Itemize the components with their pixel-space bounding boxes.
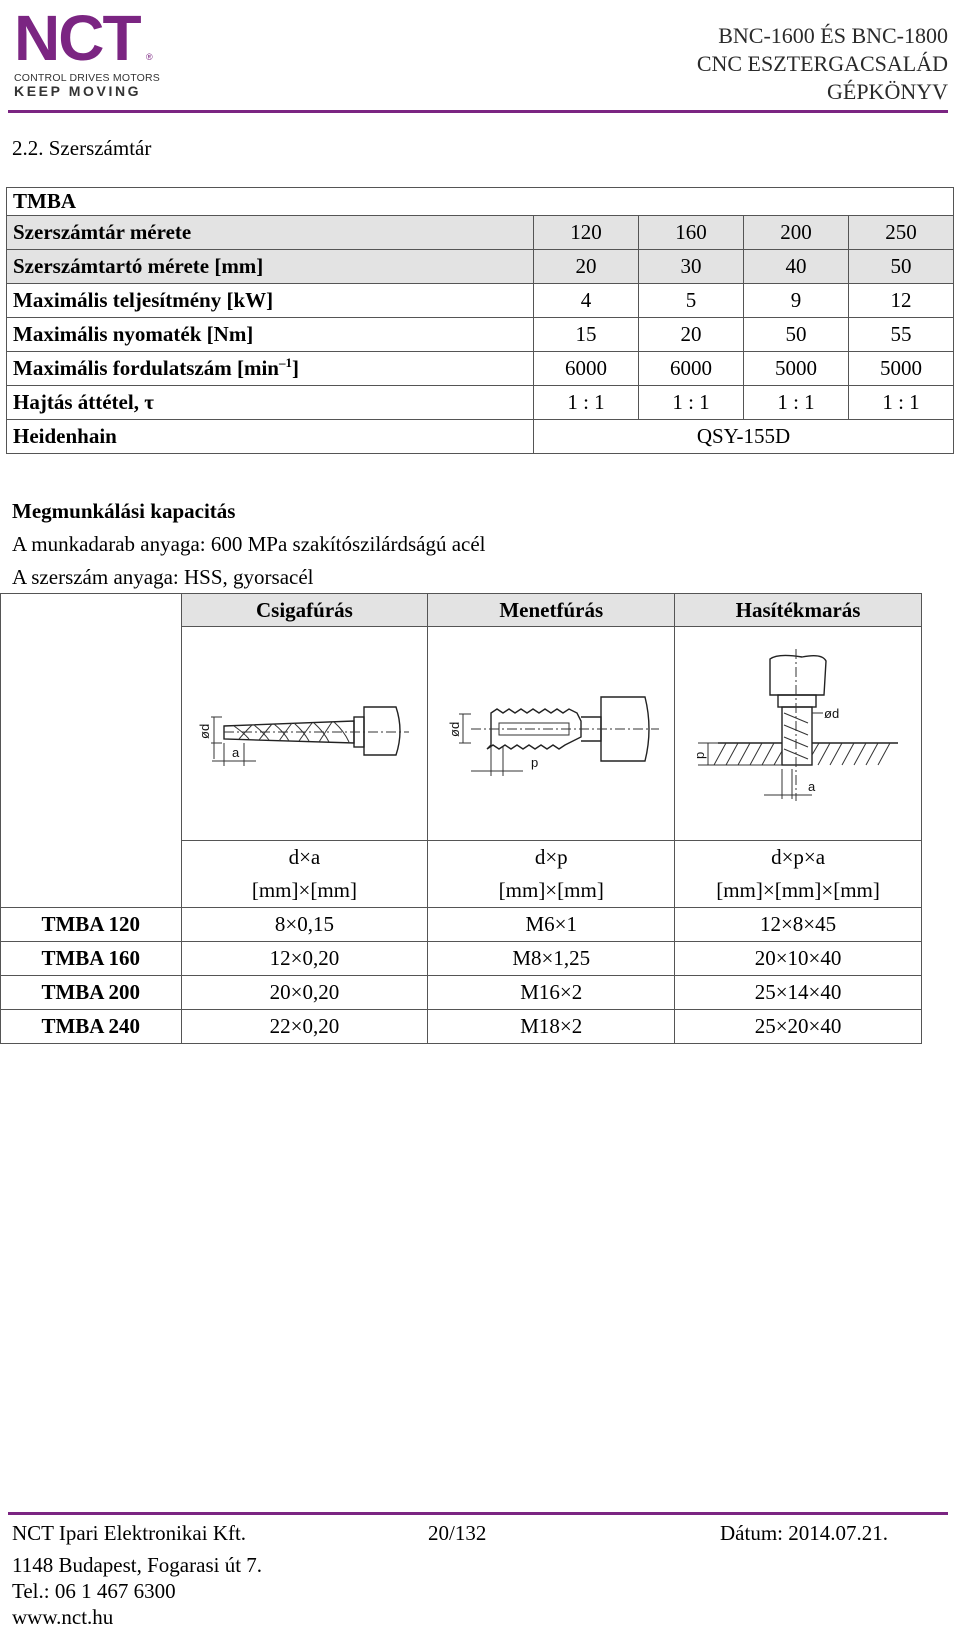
table-row (1, 942, 922, 976)
section-title: 2.2. Szerszámtár (12, 136, 152, 160)
logo-tagline-1: CONTROL DRIVES MOTORS (14, 72, 160, 84)
row-label: Maximális teljesítmény [kW] (7, 284, 534, 318)
table-row (1, 1010, 922, 1044)
cell: 12 (849, 284, 954, 318)
cell: 50 (744, 318, 849, 352)
title-line-2: CNC ESZTERGACSALÁD (696, 51, 948, 76)
table-row (7, 318, 954, 352)
row-label: Hajtás áttétel, τ (7, 386, 534, 420)
cell: 6000 (639, 352, 744, 386)
model-cell: TMBA 240 (1, 1010, 182, 1044)
cell: 20 (534, 250, 639, 284)
cell: 9 (744, 284, 849, 318)
footer-address: 1148 Budapest, Fogarasi út 7. (12, 1553, 263, 1577)
tap-pitch-label: p (531, 754, 539, 770)
cell: 30 (639, 250, 744, 284)
cell: M8×1,25 (428, 942, 675, 976)
column-header: Menetfúrás (428, 594, 675, 627)
cell: 22×0,20 (181, 1010, 428, 1044)
cell: 5000 (849, 352, 954, 386)
empty-corner-cell (1, 594, 182, 908)
tap-diameter-label: ød (447, 721, 463, 737)
tapping-diagram-cell (428, 627, 675, 841)
table-row (1, 976, 922, 1010)
cell: 120 (534, 216, 639, 250)
table-row (7, 250, 954, 284)
logo-tagline-2: KEEP MOVING (14, 83, 142, 99)
cell: M6×1 (428, 908, 675, 942)
title-line-3: GÉPKÖNYV (827, 79, 948, 104)
row-label: Maximális fordulatszám $[\min^{-1}]$ (7, 352, 534, 386)
cell: 15 (534, 318, 639, 352)
row-label: Maximális nyomaték [Nm] (7, 318, 534, 352)
document-title (697, 22, 948, 106)
table-row (7, 352, 954, 386)
cell: 1 : 1 (744, 386, 849, 420)
nct-logo (14, 2, 160, 99)
cell: 8×0,15 (181, 908, 428, 942)
cell: 20×0,20 (181, 976, 428, 1010)
cell: 20 (639, 318, 744, 352)
footer-contact (12, 1552, 262, 1630)
table-row (7, 420, 954, 454)
model-cell: TMBA 120 (1, 908, 182, 942)
mill-depth-label: p (692, 751, 708, 759)
cell: 5000 (744, 352, 849, 386)
column-header: Hasítékmarás (675, 594, 922, 627)
footer-company: NCT Ipari Elektronikai Kft. (12, 1521, 247, 1545)
table-row (1, 908, 922, 942)
cell: 6000 (534, 352, 639, 386)
cell: 25×20×40 (675, 1010, 922, 1044)
cell: 12×8×45 (675, 908, 922, 942)
twist-drill-diagram (184, 631, 424, 831)
mill-width-label: a (808, 778, 816, 794)
drill-diameter-label: ød (197, 723, 213, 739)
cell: 40 (744, 250, 849, 284)
cell: 12×0,20 (181, 942, 428, 976)
table-row (7, 284, 954, 318)
spec-table (6, 187, 954, 454)
drilling-diagram-cell (181, 627, 428, 841)
slot-milling-diagram-cell (675, 627, 922, 841)
page-number: 20/132 (428, 1521, 487, 1545)
cell: 1 : 1 (639, 386, 744, 420)
table-row (7, 386, 954, 420)
model-cell: TMBA 200 (1, 976, 182, 1010)
cell: 200 (744, 216, 849, 250)
document-date: Dátum: 2014.07.21. (720, 1521, 888, 1545)
mill-diameter-label: ød (824, 705, 840, 721)
footer-website[interactable]: www.nct.hu (12, 1605, 114, 1629)
cell: 25×14×40 (675, 976, 922, 1010)
drill-depth-label: a (232, 744, 240, 760)
spec-table-title: TMBA (7, 188, 954, 216)
table-row (7, 216, 954, 250)
title-line-1: BNC-1600 ÉS BNC-1800 (718, 23, 948, 48)
cell: 250 (849, 216, 954, 250)
capacity-heading: Megmunkálási kapacitás (12, 499, 236, 523)
cell: M18×2 (428, 1010, 675, 1044)
footer-phone: Tel.: 06 1 467 6300 (12, 1579, 176, 1603)
cell: 1 : 1 (534, 386, 639, 420)
column-header: Csigafúrás (181, 594, 428, 627)
row-label: Heidenhain (7, 420, 534, 454)
milling-formula-cell: d×p×a [mm]×[mm]×[mm] (675, 841, 922, 908)
cell: 4 (534, 284, 639, 318)
logo-mark: NCT (14, 2, 140, 74)
cell: M16×2 (428, 976, 675, 1010)
cell: 50 (849, 250, 954, 284)
cell: 55 (849, 318, 954, 352)
cell: 1 : 1 (849, 386, 954, 420)
header-divider (8, 110, 948, 113)
drilling-formula-cell: d×a [mm]×[mm] (181, 841, 428, 908)
model-cell: TMBA 160 (1, 942, 182, 976)
capacity-intro (12, 495, 486, 594)
capacity-table (0, 593, 922, 1044)
row-label: Szerszámtár mérete (7, 216, 534, 250)
footer-divider (8, 1512, 948, 1515)
row-label: Szerszámtartó mérete [mm] (7, 250, 534, 284)
tap-diagram (431, 631, 671, 831)
slot-mill-diagram (678, 631, 918, 831)
tapping-formula-cell: d×p [mm]×[mm] (428, 841, 675, 908)
cell: QSY-155D (534, 420, 954, 454)
tool-material: A szerszám anyaga: HSS, gyorsacél (12, 565, 314, 589)
workpiece-material: A munkadarab anyaga: 600 MPa szakítószilárdságú acél (12, 532, 486, 556)
cell: 160 (639, 216, 744, 250)
logo-registered-mark: ® (146, 52, 153, 62)
cell: 5 (639, 284, 744, 318)
cell: 20×10×40 (675, 942, 922, 976)
